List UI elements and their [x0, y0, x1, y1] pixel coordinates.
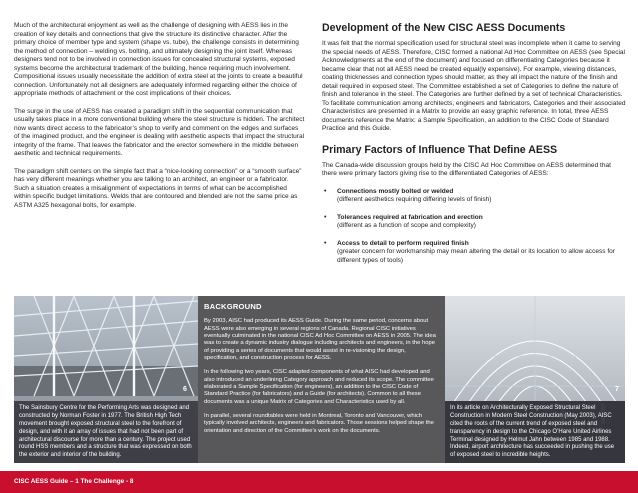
development-paragraph: It was felt that the normal specification used for structural steel was incomplete when it came to serving the special needs of AESS. Therefore, CISC formed a national Ad Hoc Committee on AESS (see Special Acknowledgments at the end of the document) and focused on differentiating Categories because it became clear that not all AESS need be created equal(ly expensive). For example, viewing distances, coating thicknesses and connection types should matter, as they all impact the nature of the finish and detail required in exposed steel. The Committee established a set of Categories to define the nature of finish and tolerance in the steel. The Categories are further defined by a set of technical Characteristics. To facilitate communication among architects, engineers and fabricators, Categories and their associated Characteristics are presented in a Matrix to provide an easy graphic reference. In total, three AESS documents reference the Matrix: a Sample Specification, an addition to the CISC Code of Standard Practice and this Guide.: [322, 40, 626, 132]
factor-title: Access to detail to perform required finish: [337, 239, 469, 247]
left-paragraph-2: The surge in the use of AESS has created a paradigm shift in the sequential communication that usually takes place in a more conventional building where the steel structure is hidden. The architect now wants direct access to the fabricator’s shop to verify and comment on the edges and surfaces of the imagined product, and the engineer is dealing with aesthetic aspects that impact the structural integrity of the frame. That leaves the fabricator and the erector somewhere in the middle between aesthetic and technical requirements.: [14, 107, 305, 157]
photo-number: 7: [615, 386, 619, 393]
sainsbury-centre-photo: [14, 296, 198, 463]
background-paragraph: In parallel, several roundtables were held in Montreal, Toronto and Vancouver, which typically involved architects, engineers and fabricators. Those sessions helped shape the orientation and direction of the Committee’s work on the documents.: [204, 413, 434, 434]
list-item: [322, 214, 626, 231]
factor-title: Tolerances required at fabrication and erection: [337, 213, 483, 221]
factors-intro: The Canada-wide discussion groups held by the CISC Ad Hoc Committee on AESS determined that there were primary factors giving rise to the differentiated Categories of AESS:: [322, 161, 611, 177]
page-footer: [0, 471, 638, 493]
left-paragraph-3: The paradigm shift centers on the simple fact that a “nice-looking connection” or a “smooth surface” has very different meanings whether you are talking to an architect, an engineer or a fabricator. Such a situation creates a misalignment of expectations in terms of what can be accomplished within specific budget limitations. Welds that are contoured and blended are not the same price as ASTM A325 hexagonal bolts, for example.: [14, 167, 302, 209]
photo-caption: The Sainsbury Centre for the Performing Arts was designed and constructed by Norman Foster in 1977. The British High Tech movement brought exposed structural steel to the forefront of design, and with it an array of issues that had not been part of architectural discourse for more than a century. The project used round HSS members and a structure that was expressed on both the exterior and interior of the building.: [14, 401, 198, 463]
heading-development: Development of the New CISC AESS Documents: [322, 22, 566, 34]
left-column: [14, 22, 305, 219]
factor-desc: (different as a function of scope and complexity): [337, 222, 476, 229]
list-item: [322, 240, 626, 266]
factor-desc: (different aesthetics requiring differing levels of finish): [337, 196, 492, 203]
bullet-icon: •: [324, 213, 327, 221]
list-item: [322, 188, 626, 205]
factors-list: [322, 188, 626, 266]
right-column: [322, 22, 626, 274]
heading-primary-factors: Primary Factors of Influence That Define AESS: [322, 143, 558, 156]
background-title: BACKGROUND: [204, 302, 262, 311]
footer-text: CISC AESS Guide – 1 The Challenge - 8: [14, 478, 134, 485]
bullet-icon: •: [324, 239, 327, 247]
background-paragraph: In the following two years, CISC adapted components of what AISC had developed and also introduced an underlining Category approach and reduced its scope. The committee elaborated a Sample Specification (for engineers), an addition to the CISC Code of Standard Practice (for fabricators) and a Guide (for architects). Common to all these documents was a unique Matrix of Categories and Characteristics used by all.: [204, 369, 434, 405]
background-box: [198, 296, 445, 463]
factor-title: Connections mostly bolted or welded: [337, 187, 454, 195]
bullet-icon: •: [324, 187, 327, 195]
factor-desc: (greater concern for workmanship may mean altering the detail or its location to allow access for different types of tools): [337, 248, 616, 264]
left-paragraph-1: Much of the architectural enjoyment as well as the challenge of designing with AESS lies in the creation of key details and connections that give the structure its distinctive character. After the primary choice of member type and system (shape vs. tube), the challenge consists in determining the method of connection – welding vs. bolting, and ultimately designing the joint itself. Whereas designers tend not to be involved in connection issues for concealed structural systems, exposed systems become the architectural trademark of the building, hence requiring much involvement. Compositional issues usually necessitate the addition of extra steel at the joints to create a beautiful connection. Unfortunately not all designers are adequately informed regarding either the choice of appropriate methods of attachment or the cost implications of their choices.: [14, 22, 303, 97]
ohare-terminal-photo: [445, 296, 625, 463]
photo-number: 6: [183, 386, 187, 393]
photo-caption: In its article on Architecturally Exposed Structural Steel Construction in Modern Steel Construction (May 2003), AISC cited the roots of the current trend of exposed steel and transparency in design to the Chicago O’Hare United Airlines Terminal designed by Helmut Jahn between 1985 and 1988. Indeed, airport architecture has succeeded in pushing the use of exposed steel to incredible heights.: [445, 401, 625, 463]
background-paragraph: By 2003, AISC had produced its AESS Guide. During the same period, concerns about AESS were also emerging in several regions of Canada. Regional CISC initiatives eventually culminated in the national CISC Ad Hoc Committee on AESS in 2005. The idea was to create a dynamic industry dialogue including architects and engineers, in the hope of providing a series of documents that would assist in re-visioning the design, specification, and construction process for AESS.: [204, 318, 436, 362]
